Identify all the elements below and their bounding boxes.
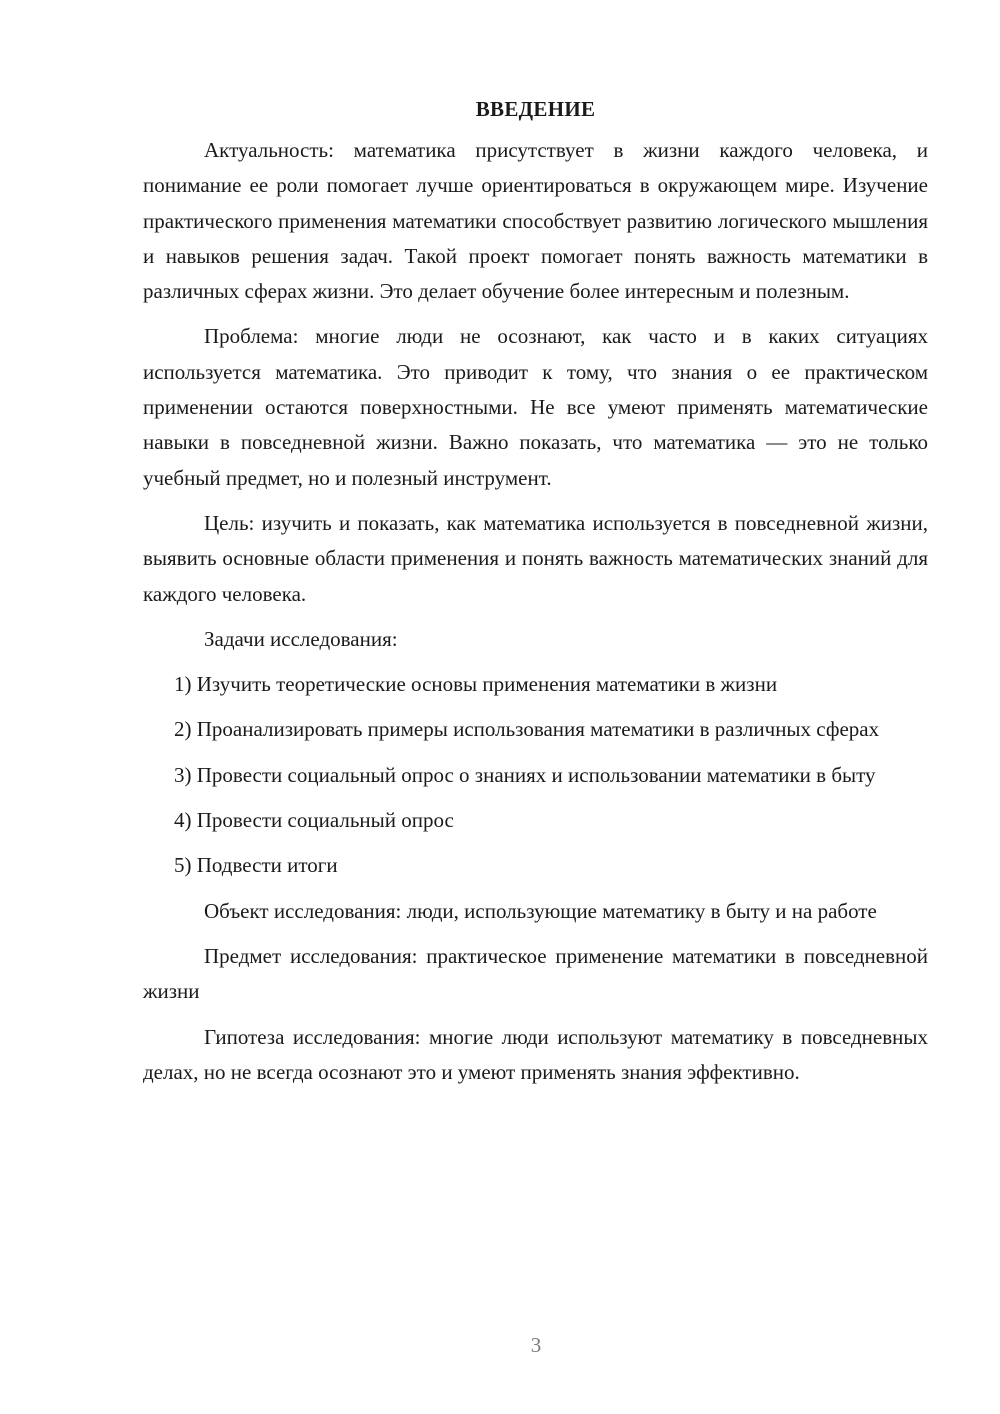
paragraph-subject: Предмет исследования: практическое применение математики в повседневной жизни bbox=[143, 943, 928, 1004]
paragraph-relevance: Актуальность: математика присутствует в жизни каждого человека, и понимание ее роли помогает лучше ориентироваться в окружающем мире. Изучение практического применения математики способствует развитию логического мышления и навыков решения задач. Такой проект помогает понять важность математики в различных сферах жизни. Это делает обучение более интересным и полезным. bbox=[143, 138, 928, 304]
task-item-3: 3) Провести социальный опрос о знаниях и использовании математики в быту bbox=[174, 762, 876, 787]
task-item-4: 4) Провести социальный опрос bbox=[174, 808, 454, 833]
tasks-list bbox=[143, 667, 928, 883]
page-title: ВВЕДЕНИЕ bbox=[475, 97, 596, 121]
task-item-2: 2) Проанализировать примеры использования математики в различных сферах bbox=[174, 717, 880, 742]
task-item-5: 5) Подвести итоги bbox=[174, 853, 338, 878]
document-page bbox=[143, 92, 928, 1100]
paragraph-hypothesis: Гипотеза исследования: многие люди используют математику в повседневных делах, но не всегда осознают это и умеют применять знания эффективно. bbox=[143, 1024, 928, 1084]
page-number: 3 bbox=[530, 1333, 542, 1357]
tasks-heading: Задачи исследования: bbox=[204, 626, 398, 651]
paragraph-problem: Проблема: многие люди не осознают, как часто и в каких ситуациях используется математика. Это приводит к тому, что знания о ее практическом применении остаются поверхностными. Не все умеют применять математические навыки в повседневной жизни. Важно показать, что математика — это не только учебный предмет, но и полезный инструмент. bbox=[143, 324, 928, 490]
paragraph-object: Объект исследования: люди, использующие математику в быту и на работе bbox=[204, 898, 877, 923]
paragraph-goal: Цель: изучить и показать, как математика используется в повседневной жизни, выявить основные области применения и понять важность математических знаний для каждого человека. bbox=[143, 510, 928, 606]
task-item-1: 1) Изучить теоретические основы применения математики в жизни bbox=[174, 672, 778, 697]
